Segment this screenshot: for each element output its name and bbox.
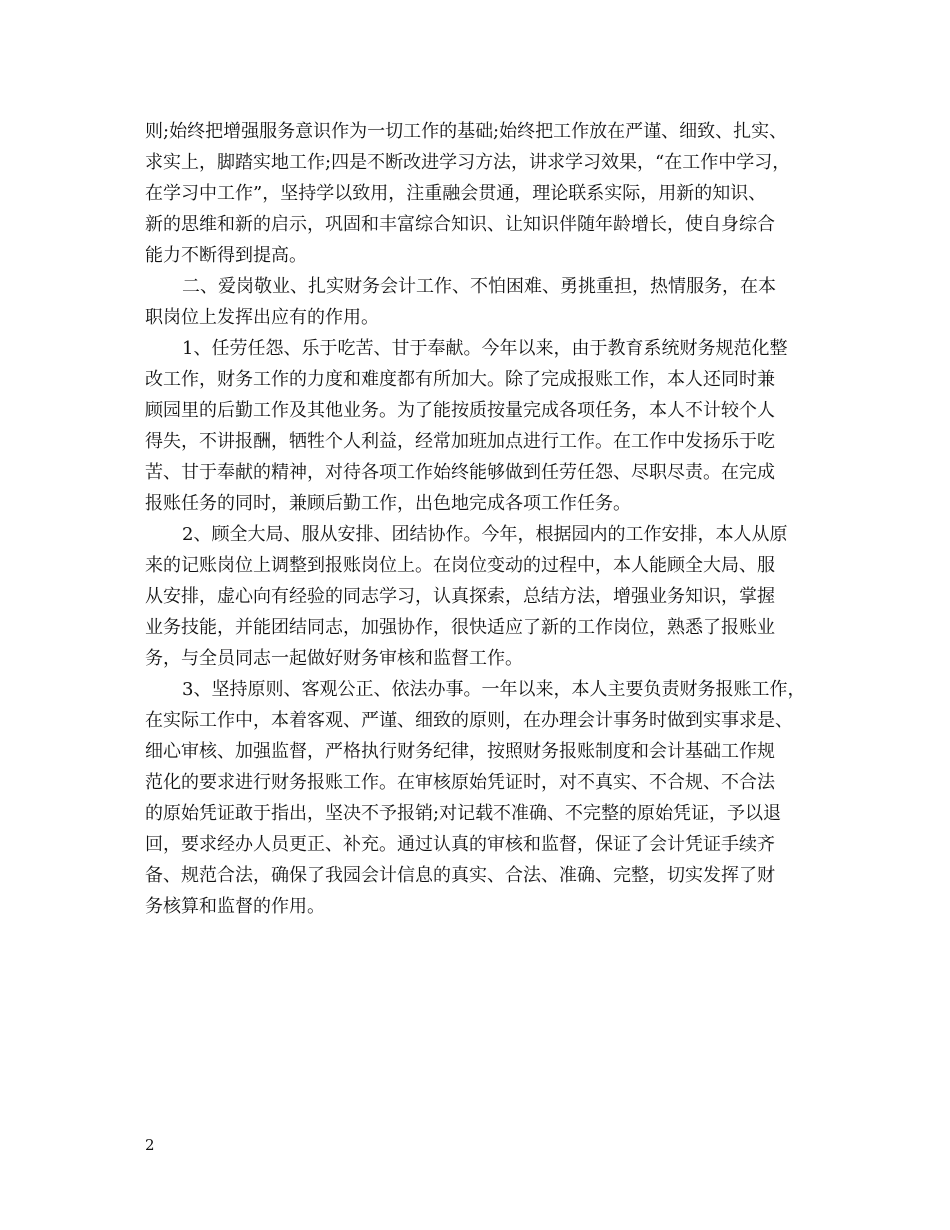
text-line: 备、规范合法，确保了我园会计信息的真实、合法、准确、完整，切实发挥了财 xyxy=(145,865,775,886)
text-line: 顾园里的后勤工作及其他业务。为了能按质按量完成各项任务，本人不计较个人 xyxy=(145,400,775,421)
text-line: 从安排，虚心向有经验的同志学习，认真探索，总结方法，增强业务知识，掌握 xyxy=(145,586,775,607)
text-line: 新的思维和新的启示，巩固和丰富综合知识、让知识伴随年龄增长，使自身综合 xyxy=(145,214,775,235)
text-line: 得失，不讲报酬，牺牲个人利益，经常加班加点进行工作。在工作中发扬乐于吃 xyxy=(145,431,775,452)
text-line: 职岗位上发挥出应有的作用。 xyxy=(145,307,379,328)
body-text xyxy=(145,116,845,922)
text-line: 求实上，脚踏实地工作;四是不断改进学习方法，讲求学习效果，“在工作中学习， xyxy=(145,152,791,173)
text-line: 则;始终把增强服务意识作为一切工作的基础;始终把工作放在严谨、细致、扎实、 xyxy=(145,121,788,142)
page-number: 2 xyxy=(145,1136,155,1154)
text-line: 报账任务的同时，兼顾后勤工作，出色地完成各项工作任务。 xyxy=(145,493,631,514)
text-line: 务核算和监督的作用。 xyxy=(145,896,325,917)
paragraph-first-line: 二、爱岗敬业、扎实财务会计工作、不怕困难、勇挑重担，热情服务，在本 xyxy=(182,276,776,297)
text-line: 改工作，财务工作的力度和难度都有所加大。除了完成报账工作，本人还同时兼 xyxy=(145,369,775,390)
text-line: 来的记账岗位上调整到报账岗位上。在岗位变动的过程中，本人能顾全大局、服 xyxy=(145,555,775,576)
paragraph-first-line: 2、顾全大局、服从安排、团结协作。今年，根据园内的工作安排，本人从原 xyxy=(182,524,788,545)
text-line: 在实际工作中，本着客观、严谨、细致的原则，在办理会计事务时做到实事求是、 xyxy=(145,710,793,731)
text-line: 范化的要求进行财务报账工作。在审核原始凭证时，对不真实、不合规、不合法 xyxy=(145,772,775,793)
text-line: 苦、甘于奉献的精神，对待各项工作始终能够做到任劳任怨、尽职尽责。在完成 xyxy=(145,462,775,483)
text-line: 回，要求经办人员更正、补充。通过认真的审核和监督，保证了会计凭证手续齐 xyxy=(145,834,775,855)
text-line: 务，与全员同志一起做好财务审核和监督工作。 xyxy=(145,648,523,669)
text-line: 细心审核、加强监督，严格执行财务纪律，按照财务报账制度和会计基础工作规 xyxy=(145,741,775,762)
paragraph-first-line: 1、任劳任怨、乐于吃苦、甘于奉献。今年以来，由于教育系统财务规范化整 xyxy=(182,338,788,359)
text-line: 业务技能，并能团结同志，加强协作，很快适应了新的工作岗位，熟悉了报账业 xyxy=(145,617,775,638)
text-line: 在学习中工作”，坚持学以致用，注重融会贯通，理论联系实际，用新的知识、 xyxy=(145,183,767,204)
text-line: 的原始凭证敢于指出，坚决不予报销;对记载不准确、不完整的原始凭证，予以退 xyxy=(145,803,782,824)
text-line: 能力不断得到提高。 xyxy=(145,245,307,266)
paragraph-first-line: 3、坚持原则、客观公正、依法办事。一年以来，本人主要负责财务报账工作， xyxy=(182,679,806,700)
